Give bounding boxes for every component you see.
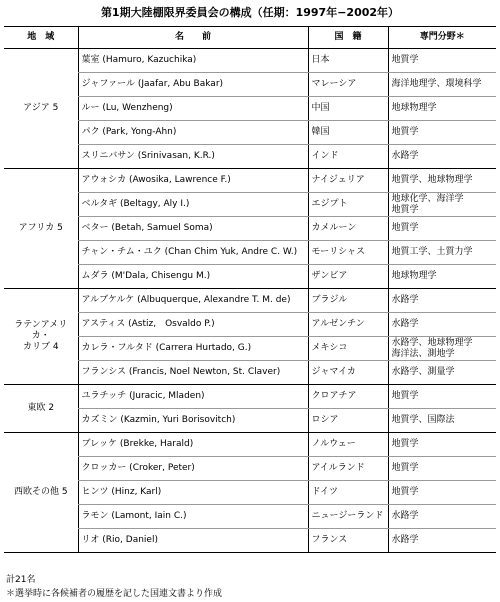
table-row	[4, 145, 496, 169]
table-row	[4, 289, 496, 313]
country-cell: ナイジェリア	[308, 169, 388, 193]
country-cell: アルゼンチン	[308, 313, 388, 337]
region-cell: アジア 5	[4, 49, 78, 169]
field-cell: 地球物理学	[388, 97, 496, 121]
name-cell: アルブケルケ (Albuquerque, Alexandre T. M. de)	[78, 289, 308, 313]
country-cell: メキシコ	[308, 337, 388, 361]
field-cell: 水路学、地球物理学 海洋法、測地学	[388, 337, 496, 361]
page-title: 第1期大陸棚限界委員会の構成（任期：1997年−2002年）	[100, 6, 400, 19]
field-cell: 地質学	[388, 457, 496, 481]
region-cell: 西欧その他 5	[4, 433, 78, 553]
source-note: ＊選挙時に各候補者の履歴を記した国連文書より作成	[6, 589, 223, 599]
header-region: 地 域	[4, 27, 78, 49]
total-count: 計21名	[6, 575, 36, 585]
commission-table	[4, 26, 496, 553]
field-cell: 水路学、測量学	[388, 361, 496, 385]
country-cell: ノルウェー	[308, 433, 388, 457]
table-row	[4, 73, 496, 97]
name-cell: フランシス (Francis, Noel Newton, St. Claver)	[78, 361, 308, 385]
field-cell: 水路学	[388, 313, 496, 337]
name-cell: 葉室 (Hamuro, Kazuchika)	[78, 49, 308, 73]
name-cell: ルー (Lu, Wenzheng)	[78, 97, 308, 121]
country-cell: カメルーン	[308, 217, 388, 241]
table-row	[4, 505, 496, 529]
table-row	[4, 385, 496, 409]
country-cell: マレーシア	[308, 73, 388, 97]
table-row	[4, 265, 496, 289]
country-cell: 中国	[308, 97, 388, 121]
region-cell: 東欧 2	[4, 385, 78, 433]
field-cell: 水路学	[388, 505, 496, 529]
field-cell: 地質学、地球物理学	[388, 169, 496, 193]
table-row	[4, 529, 496, 553]
table-row	[4, 481, 496, 505]
country-cell: ジャマイカ	[308, 361, 388, 385]
name-cell: リオ (Rio, Daniel)	[78, 529, 308, 553]
country-cell: ブラジル	[308, 289, 388, 313]
country-cell: クロアチア	[308, 385, 388, 409]
country-cell: ロシア	[308, 409, 388, 433]
header-row	[4, 27, 496, 49]
country-cell: インド	[308, 145, 388, 169]
field-cell: 地球物理学	[388, 265, 496, 289]
name-cell: ユラチッチ (Juracic, Mladen)	[78, 385, 308, 409]
name-cell: ベルタギ (Beltagy, Aly I.)	[78, 193, 308, 217]
field-cell: 地質学	[388, 481, 496, 505]
country-cell: ザンビア	[308, 265, 388, 289]
country-cell: エジプト	[308, 193, 388, 217]
table-row	[4, 409, 496, 433]
country-cell: ニュージーランド	[308, 505, 388, 529]
country-cell: 日本	[308, 49, 388, 73]
name-cell: カレラ・フルタド (Carrera Hurtado, G.)	[78, 337, 308, 361]
table-row	[4, 361, 496, 385]
table-row	[4, 169, 496, 193]
table-body	[4, 49, 496, 553]
field-cell: 地質工学、土質力学	[388, 241, 496, 265]
name-cell: アウォシカ (Awosika, Lawrence F.)	[78, 169, 308, 193]
field-cell: 地質学	[388, 49, 496, 73]
country-cell: ドイツ	[308, 481, 388, 505]
name-cell: アスティス (Astiz, Osvaldo P.)	[78, 313, 308, 337]
table-row	[4, 193, 496, 217]
header-country: 国 籍	[308, 27, 388, 49]
name-cell: ヒンツ (Hinz, Karl)	[78, 481, 308, 505]
field-cell: 地質学	[388, 217, 496, 241]
country-cell: フランス	[308, 529, 388, 553]
name-cell: チャン・チム・ユク (Chan Chim Yuk, Andre C. W.)	[78, 241, 308, 265]
name-cell: ラモン (Lamont, Iain C.)	[78, 505, 308, 529]
name-cell: パク (Park, Yong-Ahn)	[78, 121, 308, 145]
table-row	[4, 337, 496, 361]
header-name: 名 前	[78, 27, 308, 49]
table-row	[4, 97, 496, 121]
table-row	[4, 433, 496, 457]
field-cell: 地質学	[388, 433, 496, 457]
field-cell: 水路学	[388, 529, 496, 553]
name-cell: ベター (Betah, Samuel Soma)	[78, 217, 308, 241]
name-cell: ムダラ (M'Dala, Chisengu M.)	[78, 265, 308, 289]
field-cell: 地質学	[388, 121, 496, 145]
name-cell: クロッカー (Croker, Peter)	[78, 457, 308, 481]
field-cell: 海洋地理学、環境科学	[388, 73, 496, 97]
table-row	[4, 241, 496, 265]
region-cell: ラテンアメリカ・ カリブ 4	[4, 289, 78, 385]
name-cell: ジャファール (Jaafar, Abu Bakar)	[78, 73, 308, 97]
name-cell: スリニバサン (Srinivasan, K.R.)	[78, 145, 308, 169]
field-cell: 地質学	[388, 385, 496, 409]
field-cell: 地質学、国際法	[388, 409, 496, 433]
table-row	[4, 313, 496, 337]
header-field: 専門分野＊	[388, 27, 496, 49]
field-cell: 水路学	[388, 145, 496, 169]
table-row	[4, 217, 496, 241]
name-cell: ブレッケ (Brekke, Harald)	[78, 433, 308, 457]
table-row	[4, 49, 496, 73]
table-row	[4, 457, 496, 481]
country-cell: モーリシャス	[308, 241, 388, 265]
field-cell: 地球化学、海洋学 地質学	[388, 193, 496, 217]
name-cell: カズミン (Kazmin, Yuri Borisovitch)	[78, 409, 308, 433]
country-cell: 韓国	[308, 121, 388, 145]
region-cell: アフリカ 5	[4, 169, 78, 289]
field-cell: 水路学	[388, 289, 496, 313]
country-cell: アイルランド	[308, 457, 388, 481]
table-row	[4, 121, 496, 145]
